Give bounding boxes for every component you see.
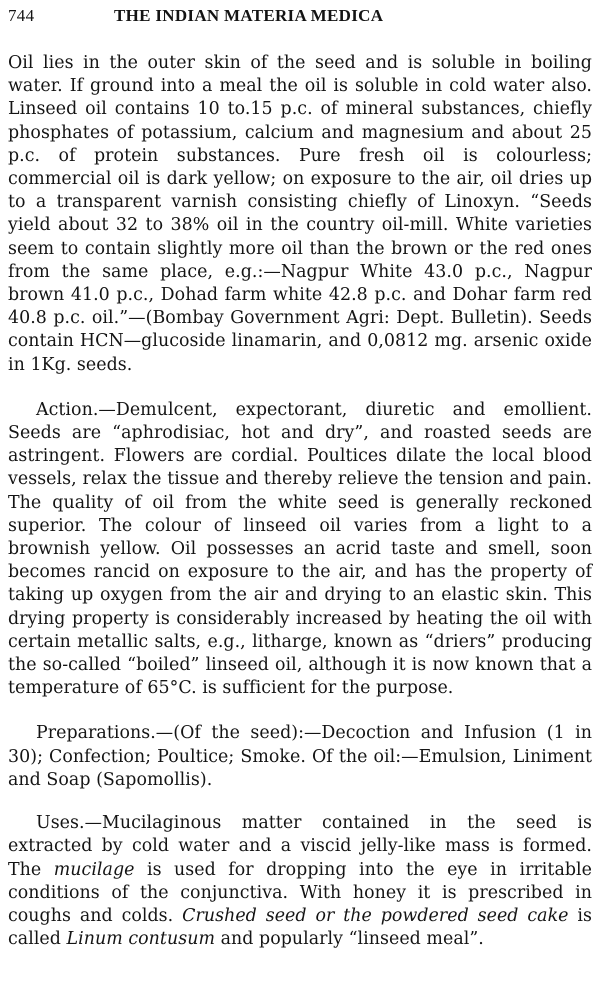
running-header xyxy=(8,6,592,36)
paragraph-text: and popularly “linseed meal”. xyxy=(215,929,484,950)
paragraph-text: Mucilaginous matter contained in the seed is extracted by cold water and a viscid jelly-like mass is formed. The xyxy=(8,813,592,880)
paragraph-action xyxy=(8,399,592,701)
paragraph-text: is called xyxy=(8,905,592,950)
paragraph-preparations xyxy=(8,722,592,792)
section-heading-uses: Uses.— xyxy=(36,813,103,834)
paragraph-oil-composition xyxy=(8,52,592,377)
paragraph-text: (Of the seed):—Decoction and Infusion (1 in 30); Confection; Poultice; Smoke. Of the oil:—Emulsion, Liniment and Soap (Sapomollis). xyxy=(8,723,592,790)
paragraph-text: Oil lies in the outer skin of the seed and is soluble in boiling water. If ground into a meal the oil is soluble in cold water also. Linseed oil contains 10 to.15 p.c. of mineral substances, chiefly phosphates of potassium, calcium and magnesium and about 25 p.c. of protein substances. Pure fresh oil is colourless; commercial oil is dark yellow; on exposure to the air, oil dries up to a transparent varnish consisting chiefly of Linoxyn. “Seeds yield about 32 to 38% oil in the country oil-mill. White varieties seem to contain slightly more oil than the brown or the red ones from the same place, e.g.:—Nagpur White 43.0 p.c., Nagpur brown 41.0 p.c., Dohad farm white 42.8 p.c. and Dohar farm red 40.8 p.c. oil.”—(Bombay Government Agri: Dept. Bulletin). Seeds contain HCN—glucoside linamarin, and 0,0812 mg. arsenic oxide in 1Kg. seeds. xyxy=(8,53,592,375)
page-number: 744 xyxy=(8,6,35,25)
paragraph-text: is used for dropping into the eye in irritable conditions of the conjunctiva. With honey it is prescribed in coughs and colds. xyxy=(8,859,592,926)
paragraph-text: Demulcent, expectorant, diuretic and emollient. Seeds are “aphrodisiac, hot and dry”, and roasted seeds are astringent. Flowers are cordial. Poultices dilate the local blood vessels, relax the tissue and thereby relieve the tension and pain. The quality of oil from the white seed is generally reckoned superior. The colour of linseed oil varies from a light to a brownish yellow. Oil possesses an acrid taste and smell, soon becomes rancid on exposure to the air, and has the property of taking up oxygen from the air and drying to an elastic skin. This drying property is considerably increased by heating the oil with certain metallic salts, e.g., litharge, known as “driers” producing the so-called “boiled” linseed oil, although it is now known that a temperature of 65°C. is sufficient for the purpose. xyxy=(8,399,592,699)
italic-term-mucilage: mucilage xyxy=(53,859,135,880)
section-heading-action: Action.— xyxy=(36,399,116,420)
running-title: THE INDIAN MATERIA MEDICA xyxy=(114,6,384,25)
italic-term-crushed-seed: Crushed seed or the powdered seed cake xyxy=(182,905,569,926)
paragraph-uses xyxy=(8,812,592,951)
italic-term-linum-contusum: Linum contusum xyxy=(66,929,215,950)
section-heading-preparations: Preparations.— xyxy=(36,723,174,744)
